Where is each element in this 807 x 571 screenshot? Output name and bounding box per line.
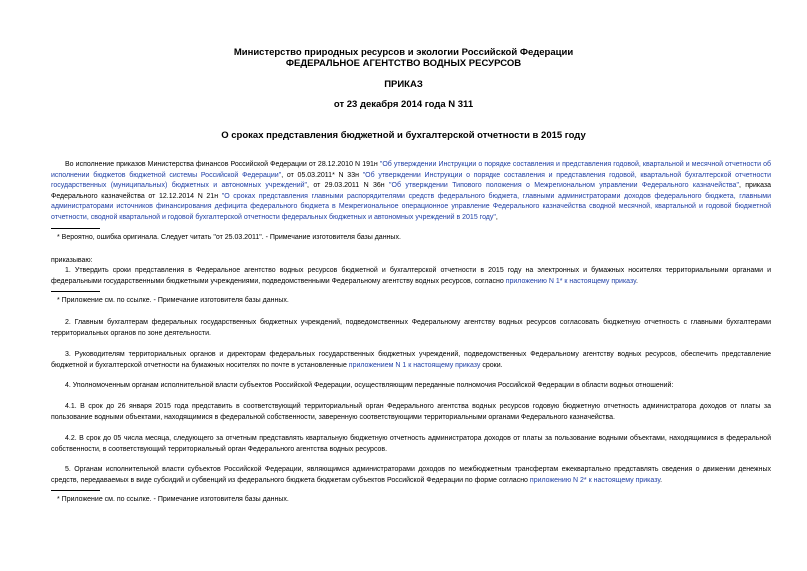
footnote-divider <box>51 228 100 229</box>
footnote-1: * Вероятно, ошибка оригинала. Следует читать "от 25.03.2011". - Примечание изготовителя базы данных. <box>57 234 401 241</box>
item-4: 4. Уполномоченным органам исполнительной власти субъектов Российской Федерации, осуществляющим переданные полномочия Российской Федерации в области водных отношений: <box>65 382 674 389</box>
item-5: 5. Органам исполнительной власти субъектов Российской Федерации, являющимся администраторами доходов по межбюджетным трансфертам ежеквартально представлять сведения о движении денежных средств, передаваемых в виде субсидий и субвенций из федерального бюджета бюджетам субъектов Российской Федерации по форме согласно приложению N 2* к настоящему приказу. <box>51 466 771 484</box>
item-4-2: 4.2. В срок до 05 числа месяца, следующего за отчетным представлять квартальную бюджетную отчетность администратора доходов от платы за пользование водными объектами, находящимися в федеральной собственности, в соответствующий территориальный орган Федерального агентства водных ресурсов. <box>51 435 771 453</box>
link-appendix-1[interactable]: приложению N 1* к настоящему приказу <box>505 277 636 285</box>
footnote-divider <box>51 490 100 491</box>
link-appendix-1-deadlines[interactable]: приложением N 1 к настоящему приказу <box>348 361 481 369</box>
link-order-21n[interactable]: "О сроках представления главными распорядителями средств федерального бюджета, главными администраторами доходов федерального бюджета, главными администраторами источников финансирования дефицита федерального бюджета в Межрегиональное операционное управление Федерального казначейства сводной месячной, квартальной и годовой бюджетной отчетности, сводной квартальной и годовой бухгалтерской отчетности федеральных бюджетных и автономных учреждений в 2015 году" <box>51 192 772 221</box>
footnote-2: * Приложение см. по ссылке. - Примечание изготовителя базы данных. <box>57 297 289 304</box>
link-order-33n[interactable]: "Об утверждении Инструкции о порядке составления и представления годовой, квартальной бухгалтерской отчетности государственных (муниципальных) бюджетных и автономных учреждений" <box>51 171 772 189</box>
doc-date-number: от 23 декабря 2014 года N 311 <box>333 99 474 110</box>
footnote-divider <box>51 291 100 292</box>
link-appendix-2[interactable]: приложению N 2* к настоящему приказу <box>529 476 661 484</box>
item-3: 3. Руководителям территориальных органов и директорам федеральных государственных бюджетных учреждений, подведомственных Федеральному агентству водных ресурсов, обеспечить представление бюджетной и бухгалтерской отчетности на бумажных носителях по почте в установленные приложением N 1 к настоящему приказу сроки. <box>51 351 771 369</box>
ministry-name: Министерство природных ресурсов и экологии Российской Федерации <box>233 47 574 58</box>
item-1: 1. Утвердить сроки представления в Федеральное агентство водных ресурсов бюджетной и бухгалтерской отчетности в 2015 году на электронных и бумажных носителях территориальными органами и федеральными государственными бюджетными учреждениями, подведомственными Федеральному агентству водных ресурсов, согласно приложению N 1* к настоящему приказу. <box>51 267 771 285</box>
footnote-3: * Приложение см. по ссылке. - Примечание изготовителя базы данных. <box>57 496 289 503</box>
item-4-1: 4.1. В срок до 26 января 2015 года представить в соответствующий территориальный орган Федерального агентства водных ресурсов годовую бюджетную отчетность администратора доходов от платы за пользование водными объектами, находящимися в федеральной собственности, заверенную соответствующими территориальными органами Федерального казначейства. <box>51 403 771 421</box>
link-order-36n[interactable]: "Об утверждении Типового положения о Межрегиональном управлении Федерального казначейства" <box>389 182 739 189</box>
agency-name: ФЕДЕРАЛЬНОЕ АГЕНТСТВО ВОДНЫХ РЕСУРСОВ <box>285 58 522 69</box>
item-2: 2. Главным бухгалтерам федеральных государственных бюджетных учреждений, подведомственных Федеральному агентству водных ресурсов согласовать бюджетную отчетность с главными бухгалтерами территориальных органов по зоне деятельности. <box>51 319 771 337</box>
link-order-191n[interactable]: "Об утверждении Инструкции о порядке составления и представления годовой, квартальной и месячной отчетности об исполнении бюджетов бюджетной системы Российской Федерации" <box>51 161 771 179</box>
order-word: приказываю: <box>51 257 93 264</box>
preamble-paragraph: Во исполнение приказов Министерства финансов Российской Федерации от 28.12.2010 N 191н "Об утверждении Инструкции о порядке составления и представления годовой, квартальной и месячной отчетности об исполнении бюджетов бюджетной системы Российской Федерации", от 05.03.2011* N 33н "Об утверждении Инструкции о порядке составления и представления годовой, квартальной бухгалтерской отчетности государственных (муниципальных) бюджетных и автономных учреждений", от 29.03.2011 N 36н "Об утверждении Типового положения о Межрегиональном управлении Федерального казначейства", приказа Федерального казначейства от 12.12.2014 N 21н "О сроках представления главными распорядителями средств федерального бюджета, главными администраторами доходов федерального бюджета, главными администраторами источников финансирования дефицита федерального бюджета в Межрегиональное операционное управление Федерального казначейства сводной месячной, квартальной и годовой бюджетной отчетности, сводной квартальной и годовой бухгалтерской отчетности федеральных бюджетных и автономных учреждений в 2015 году", <box>51 161 772 221</box>
doc-title: О сроках представления бюджетной и бухгалтерской отчетности в 2015 году <box>221 130 586 141</box>
doc-type: ПРИКАЗ <box>384 79 423 90</box>
